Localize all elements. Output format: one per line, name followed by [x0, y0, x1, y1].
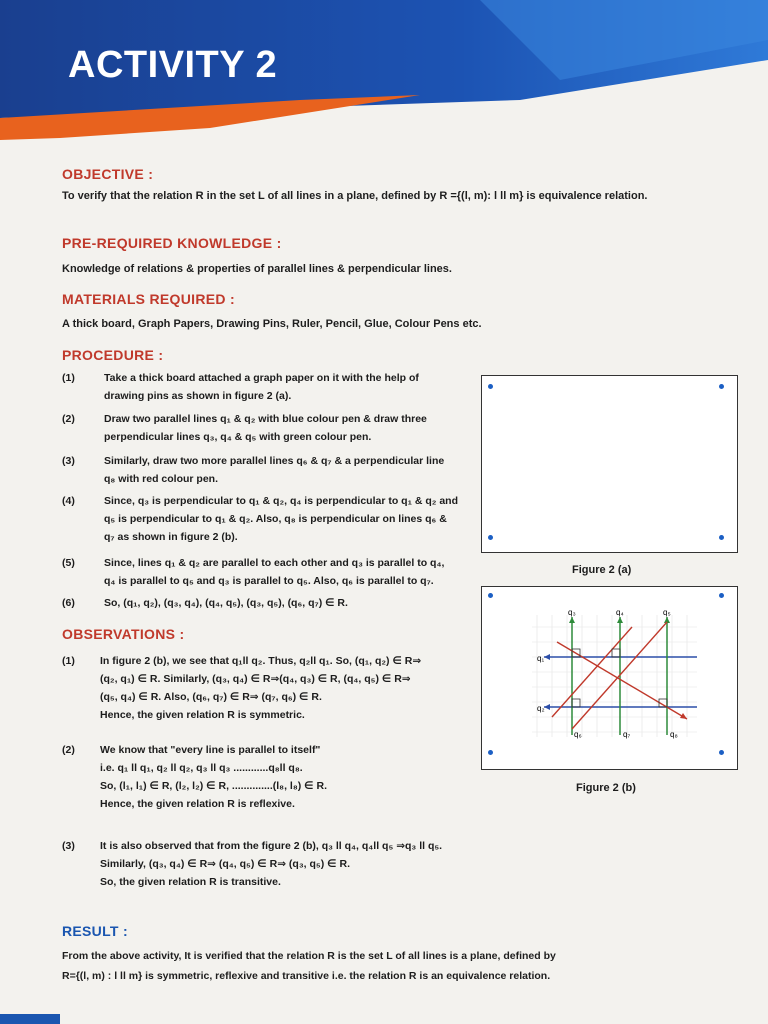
observation-number: (1) — [62, 655, 75, 667]
figure-2b-caption: Figure 2 (b) — [576, 782, 636, 794]
step-number: (5) — [62, 557, 75, 569]
label-q7: q₇ — [623, 730, 631, 739]
observation-text: In figure 2 (b), we see that q₁ll q₂. Thus, q₂ll q₁. So, (q₁, q₂) ∈ R⇒ (q₂, q₁) ∈ R. Similarly, (q₃, q₄) ∈ R⇒(q₄, q₃) ∈ R, (q₄, q₅) ∈ R⇒ (q₅, q₄) ∈ R. Also, (q₆, q₇) ∈ R⇒ (q₇, q₆) ∈ R. Hence, the given relation R is symmetric. — [100, 655, 422, 721]
label-q1: q₁ — [537, 654, 545, 663]
drawing-pin-icon — [488, 384, 493, 389]
result-heading: RESULT : — [62, 923, 128, 939]
label-q3: q₃ — [568, 608, 576, 617]
step-number: (6) — [62, 597, 75, 609]
observation-number: (2) — [62, 744, 75, 756]
prerequisite-heading: PRE-REQUIRED KNOWLEDGE : — [62, 235, 282, 251]
observations-heading: OBSERVATIONS : — [62, 626, 185, 642]
footer-accent — [0, 1014, 60, 1024]
drawing-pin-icon — [719, 535, 724, 540]
observation-number: (3) — [62, 840, 75, 852]
observation-text: We know that "every line is parallel to itself" i.e. q₁ ll q₁, q₂ ll q₂, q₃ ll q₃ ............q₈ll q₈. So, (l₁, l₁) ∈ R, (l₂, l₂) ∈ R, ..............(l₈, l₈) ∈ R. Hence, the given relation R is reflexive. — [100, 744, 328, 810]
prerequisite-text: Knowledge of relations & properties of parallel lines & perpendicular lines. — [62, 263, 452, 275]
objective-text: To verify that the relation R in the set L of all lines in a plane, defined by R ={(l, m): l ll m} is equivalence relation. — [62, 190, 648, 202]
step-text: Draw two parallel lines q₁ & q₂ with blue colour pen & draw three perpendicular lines q₃, q₄ & q₅ with green colour pen. — [104, 413, 427, 443]
step-text: Since, q₃ is perpendicular to q₁ & q₂, q₄ is perpendicular to q₁ & q₂ and q₅ is perpendicular to q₁ & q₂. Also, q₈ is perpendicular on lines q₆ & q₇ as shown in figure 2 (b). — [104, 495, 459, 543]
step-text: Since, lines q₁ & q₂ are parallel to each other and q₃ is parallel to q₄, q₄ is parallel to q₅ and q₃ is parallel to q₅. Also, q₆ is parallel to q₇. — [104, 557, 445, 587]
label-q8: q₈ — [670, 730, 678, 739]
procedure-heading: PROCEDURE : — [62, 347, 164, 363]
step-number: (2) — [62, 413, 75, 425]
page-title: ACTIVITY 2 — [68, 44, 278, 86]
drawing-pin-icon — [719, 384, 724, 389]
step-number: (4) — [62, 495, 75, 507]
step-text: Similarly, draw two more parallel lines q₆ & q₇ & a perpendicular line q₈ with red colour pen. — [104, 455, 445, 485]
materials-heading: MATERIALS REQUIRED : — [62, 291, 235, 307]
step-text: Take a thick board attached a graph paper on it with the help of drawing pins as shown in figure 2 (a). — [104, 372, 419, 402]
label-q2: q₂ — [537, 704, 545, 713]
step-text: So, (q₁, q₂), (q₃, q₄), (q₄, q₅), (q₃, q₅), (q₆, q₇) ∈ R. — [104, 597, 348, 609]
step-number: (1) — [62, 372, 75, 384]
observation-text: It is also observed that from the figure 2 (b), q₃ ll q₄, q₄ll q₅ ⇒q₃ ll q₅. Similarly, (q₃, q₄) ∈ R⇒ (q₄, q₅) ∈ R⇒ (q₃, q₅) ∈ R. So, the given relation R is transitive. — [100, 840, 443, 888]
materials-text: A thick board, Graph Papers, Drawing Pins, Ruler, Pencil, Glue, Colour Pens etc. — [62, 318, 482, 330]
objective-heading: OBJECTIVE : — [62, 166, 154, 182]
drawing-pin-icon — [488, 535, 493, 540]
label-q4: q₄ — [616, 608, 624, 617]
label-q5: q₅ — [663, 608, 671, 617]
step-number: (3) — [62, 455, 75, 467]
figure-2a — [481, 375, 738, 553]
result-text: From the above activity, It is verified that the relation R is the set L of all lines is a plane, defined by R={(l, m) : l ll m} is symmetric, reflexive and transitive i.e. the relation R is an equivalence relation. — [62, 950, 556, 982]
lines-diagram — [482, 587, 737, 769]
figure-2a-caption: Figure 2 (a) — [572, 564, 632, 576]
header-banner — [0, 0, 768, 145]
label-q6: q₆ — [574, 730, 582, 739]
